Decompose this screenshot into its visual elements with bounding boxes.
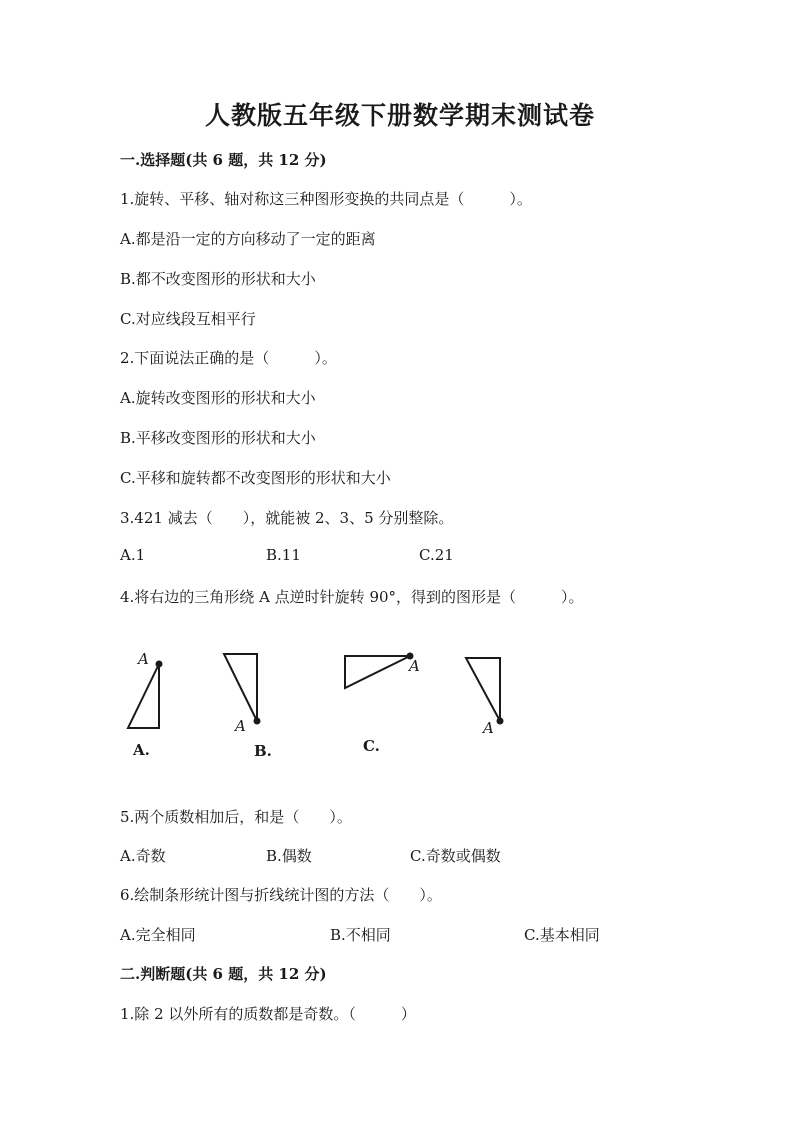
point-a-label: A bbox=[138, 650, 149, 668]
figure-option-c bbox=[345, 653, 420, 756]
question-6-stem: 6.绘制条形统计图与折线统计图的方法（ ）。 bbox=[120, 886, 442, 904]
question-2-stem: 2.下面说法正确的是（ ）。 bbox=[120, 349, 337, 367]
triangle-d bbox=[466, 658, 500, 721]
question-4-stem: 4.将右边的三角形绕 A 点逆时针旋转 90°，得到的图形是（ ）。 bbox=[120, 588, 584, 606]
question-5-option-b: B.偶数 bbox=[266, 847, 312, 865]
page-title: 人教版五年级下册数学期末测试卷 bbox=[204, 101, 595, 130]
question-6-option-b: B.不相同 bbox=[330, 926, 391, 944]
question-5-option-c: C.奇数或偶数 bbox=[410, 847, 501, 865]
figure-option-b bbox=[224, 654, 272, 760]
figure-option-a bbox=[128, 650, 163, 759]
point-a-dot bbox=[156, 661, 163, 668]
question-2-option-a: A.旋转改变图形的形状和大小 bbox=[120, 389, 316, 407]
question-4-figure bbox=[0, 640, 800, 770]
figure-label-b: B. bbox=[254, 742, 272, 760]
question-3-stem: 3.421 减去（ ），就能被 2、3、5 分别整除。 bbox=[120, 509, 454, 527]
point-b-label: A bbox=[235, 717, 246, 735]
question-1-option-c: C.对应线段互相平行 bbox=[120, 310, 256, 328]
figure-option-d bbox=[466, 658, 504, 737]
point-b-dot bbox=[254, 718, 261, 725]
question-1-option-b: B.都不改变图形的形状和大小 bbox=[120, 270, 316, 288]
question-3-option-a: A.1 bbox=[120, 546, 146, 564]
triangle-c bbox=[345, 656, 410, 688]
point-c-label: A bbox=[409, 657, 420, 675]
point-d-dot bbox=[497, 718, 504, 725]
question-3-option-c: C.21 bbox=[419, 546, 454, 564]
question-5-option-a: A.奇数 bbox=[120, 847, 166, 865]
question-6-option-a: A.完全相同 bbox=[120, 926, 196, 944]
question-3-option-b: B.11 bbox=[266, 546, 301, 564]
question-5-stem: 5.两个质数相加后，和是（ ）。 bbox=[120, 808, 352, 826]
question-2-option-c: C.平移和旋转都不改变图形的形状和大小 bbox=[120, 469, 391, 487]
triangle-b bbox=[224, 654, 257, 721]
section-heading-choice: 一.选择题(共 6 题，共 12 分) bbox=[120, 151, 327, 169]
triangle-a bbox=[128, 664, 159, 728]
figure-label-a: A. bbox=[133, 741, 150, 759]
question-2-option-b: B.平移改变图形的形状和大小 bbox=[120, 429, 316, 447]
judgement-1-stem: 1.除 2 以外所有的质数都是奇数。（ ） bbox=[120, 1005, 416, 1023]
point-d-label: A bbox=[483, 719, 494, 737]
question-6-option-c: C.基本相同 bbox=[524, 926, 600, 944]
question-1-stem: 1.旋转、平移、轴对称这三种图形变换的共同点是（ ）。 bbox=[120, 190, 532, 208]
figure-label-c: C. bbox=[363, 737, 380, 755]
question-1-option-a: A.都是沿一定的方向移动了一定的距离 bbox=[120, 230, 376, 248]
section-heading-judgement: 二.判断题(共 6 题，共 12 分) bbox=[120, 965, 327, 983]
